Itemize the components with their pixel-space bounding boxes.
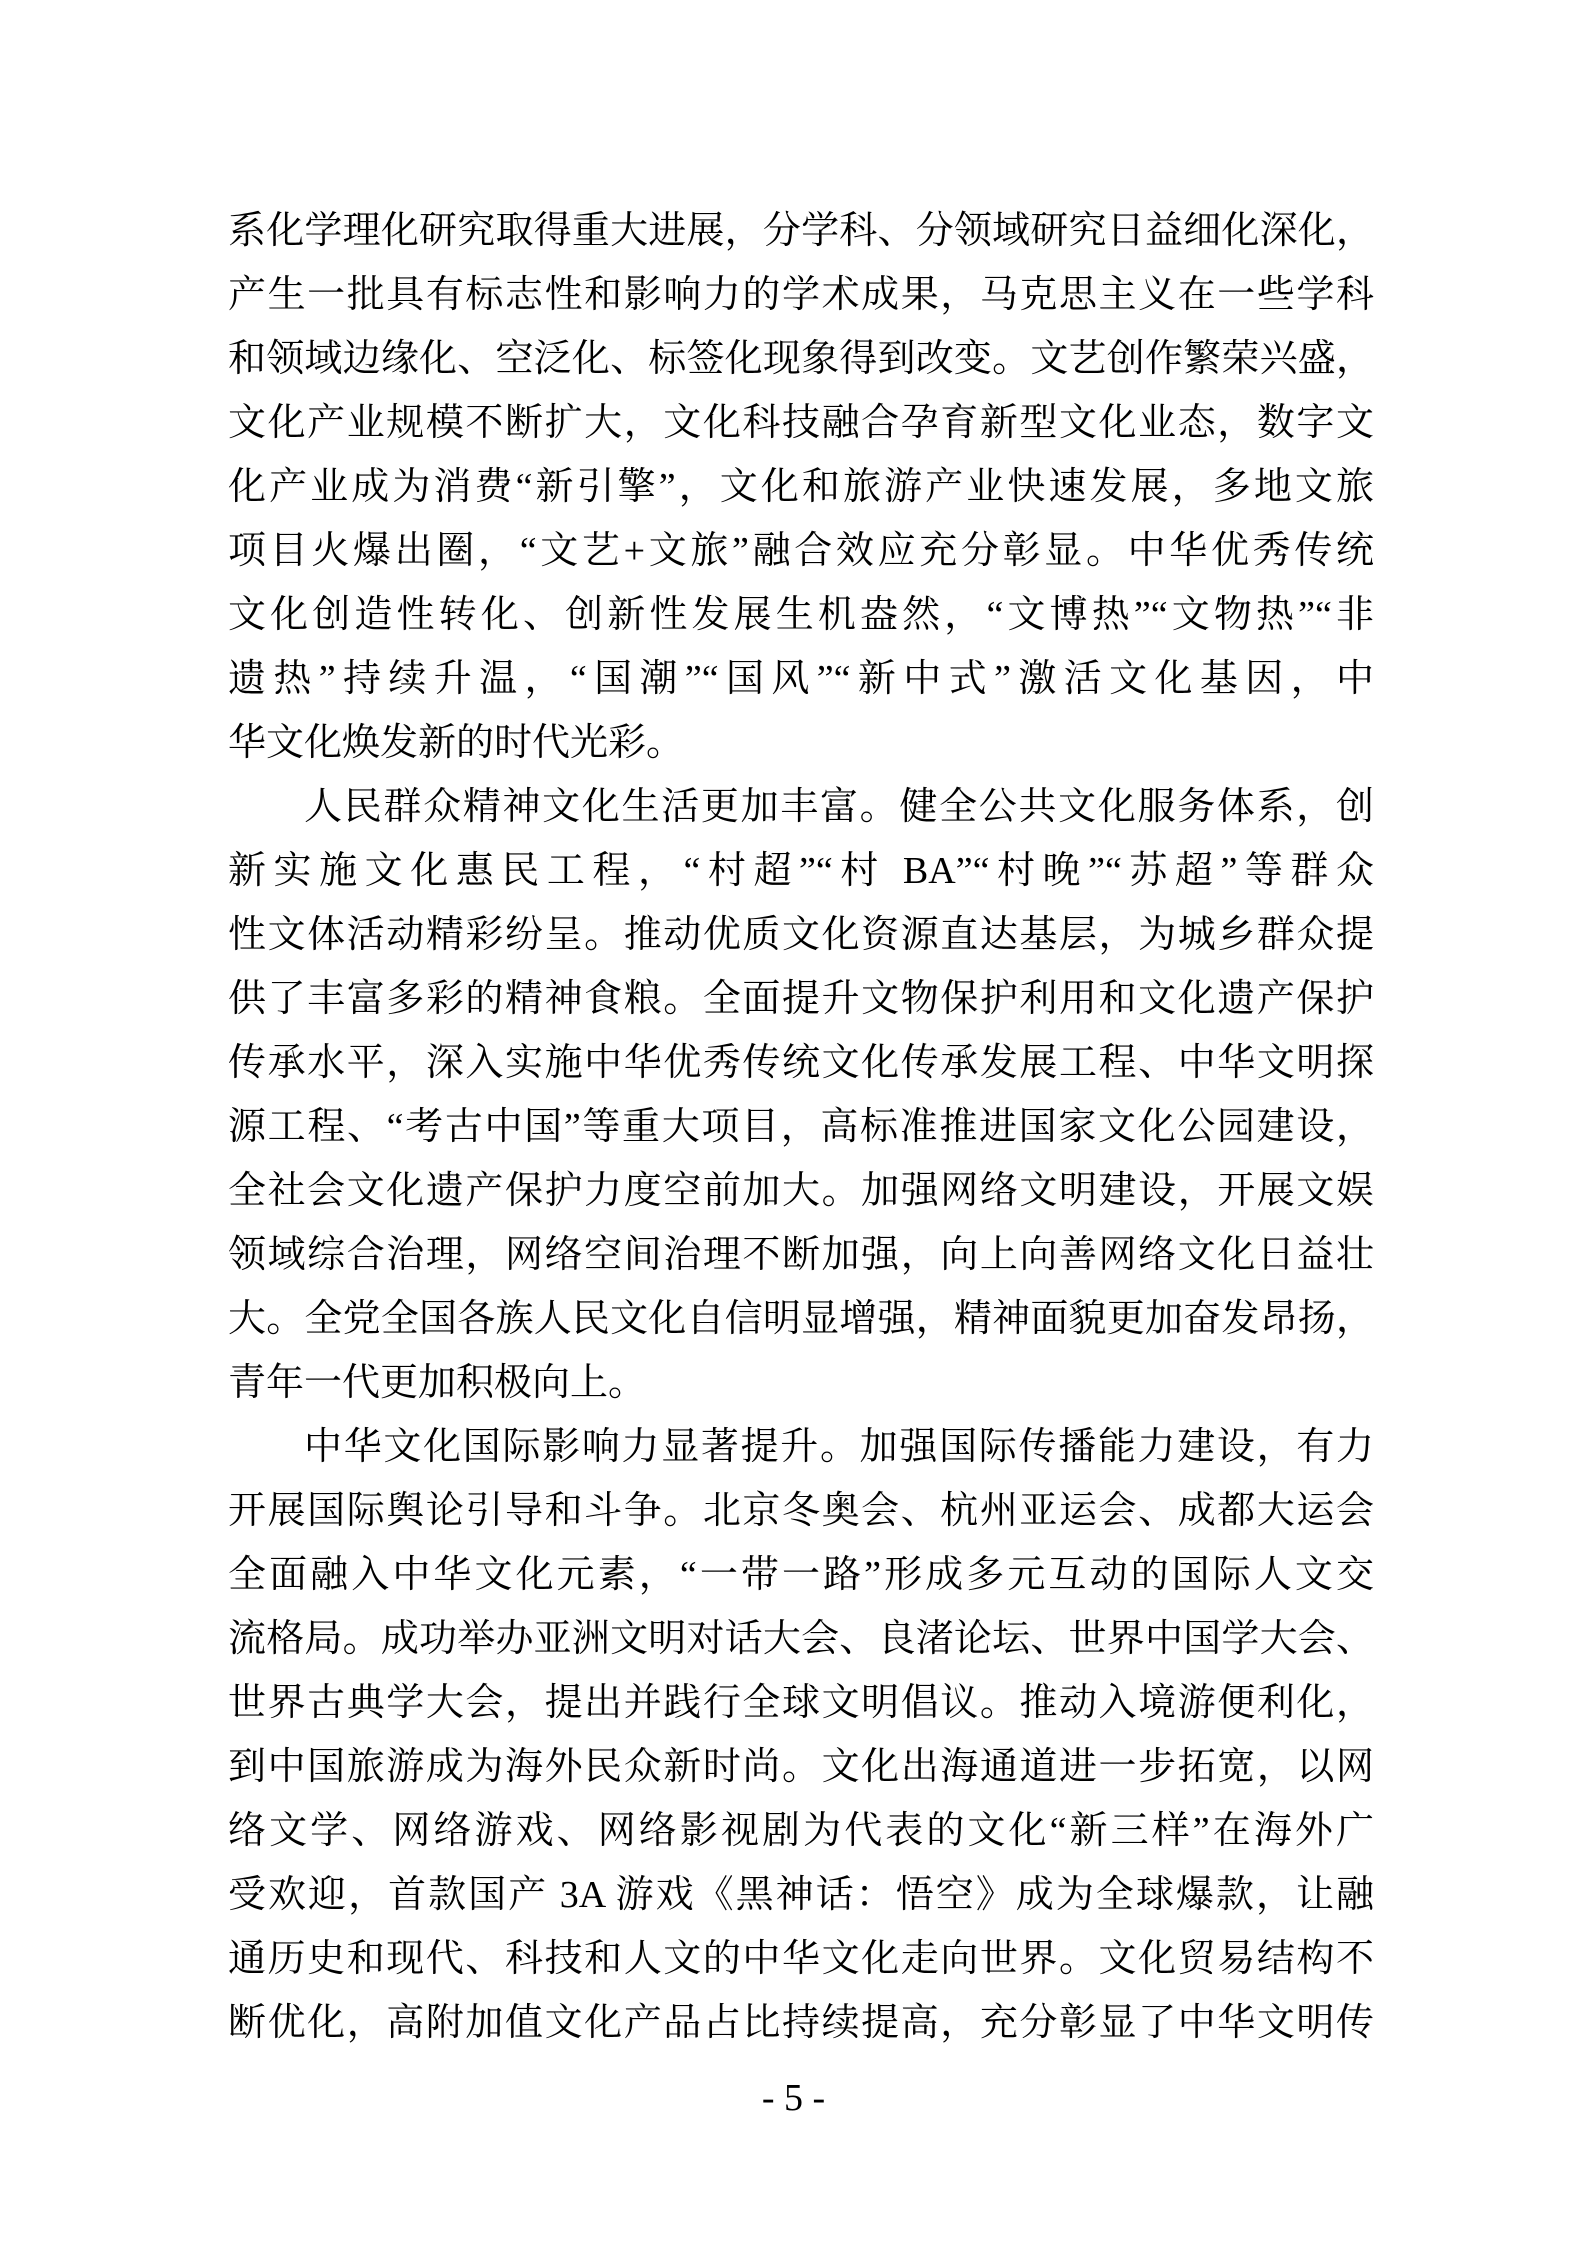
text-line: 世界古典学大会，提出并践行全球文明倡议。推动入境游便利化， (228, 1682, 1374, 1724)
text-line: 文化产业规模不断扩大，文化科技融合孕育新型文化业态，数字文 (228, 402, 1374, 444)
text-line: 传承水平，深入实施中华优秀传统文化传承发展工程、中华文明探 (228, 1042, 1374, 1084)
body-text (228, 199, 1374, 2055)
text-line: 遗热”持续升温，“国潮”“国风”“新中式”激活文化基因，中 (228, 658, 1374, 700)
text-line: 受欢迎，首款国产 3A 游戏《黑神话：悟空》成为全球爆款，让融 (228, 1874, 1374, 1916)
text-line: 和领域边缘化、空泛化、标签化现象得到改变。文艺创作繁荣兴盛， (228, 338, 1374, 380)
text-line: 全社会文化遗产保护力度空前加大。加强网络文明建设，开展文娱 (228, 1170, 1374, 1212)
text-line: 项目火爆出圈，“文艺+文旅”融合效应充分彰显。中华优秀传统 (228, 530, 1374, 572)
text-line: 产生一批具有标志性和影响力的学术成果，马克思主义在一些学科 (228, 274, 1374, 316)
text-line: 青年一代更加积极向上。 (228, 1362, 647, 1404)
text-line: 通历史和现代、科技和人文的中华文化走向世界。文化贸易结构不 (228, 1938, 1374, 1980)
text-line: 领域综合治理，网络空间治理不断加强，向上向善网络文化日益壮 (228, 1234, 1374, 1276)
text-line: 络文学、网络游戏、网络影视剧为代表的文化“新三样”在海外广 (228, 1810, 1374, 1852)
text-line: 源工程、“考古中国”等重大项目，高标准推进国家文化公园建设， (228, 1106, 1374, 1148)
page-number: - 5 - (761, 2077, 826, 2119)
text-line: 供了丰富多彩的精神食粮。全面提升文物保护利用和文化遗产保护 (228, 978, 1374, 1020)
text-line: 华文化焕发新的时代光彩。 (228, 722, 685, 764)
text-line: 断优化，高附加值文化产品占比持续提高，充分彰显了中华文明传 (228, 2002, 1374, 2044)
text-line: 化产业成为消费“新引擎”，文化和旅游产业快速发展，多地文旅 (228, 466, 1374, 508)
text-line: 到中国旅游成为海外民众新时尚。文化出海通道进一步拓宽，以网 (228, 1746, 1374, 1788)
text-line: 全面融入中华文化元素，“一带一路”形成多元互动的国际人文交 (228, 1554, 1374, 1596)
text-line: 系化学理化研究取得重大进展，分学科、分领域研究日益细化深化， (228, 210, 1374, 252)
text-line: 大。全党全国各族人民文化自信明显增强，精神面貌更加奋发昂扬， (228, 1298, 1374, 1340)
text-line: 中华文化国际影响力显著提升。加强国际传播能力建设，有力 (304, 1426, 1374, 1468)
text-line: 文化创造性转化、创新性发展生机盎然，“文博热”“文物热”“非 (228, 594, 1374, 636)
text-line: 开展国际舆论引导和斗争。北京冬奥会、杭州亚运会、成都大运会 (228, 1490, 1374, 1532)
text-line: 流格局。成功举办亚洲文明对话大会、良渚论坛、世界中国学大会、 (228, 1618, 1374, 1660)
text-line: 人民群众精神文化生活更加丰富。健全公共文化服务体系，创 (304, 786, 1374, 828)
text-line: 性文体活动精彩纷呈。推动优质文化资源直达基层，为城乡群众提 (228, 914, 1374, 956)
text-line: 新实施文化惠民工程，“村超”“村 BA”“村晚”“苏超”等群众 (228, 850, 1374, 892)
